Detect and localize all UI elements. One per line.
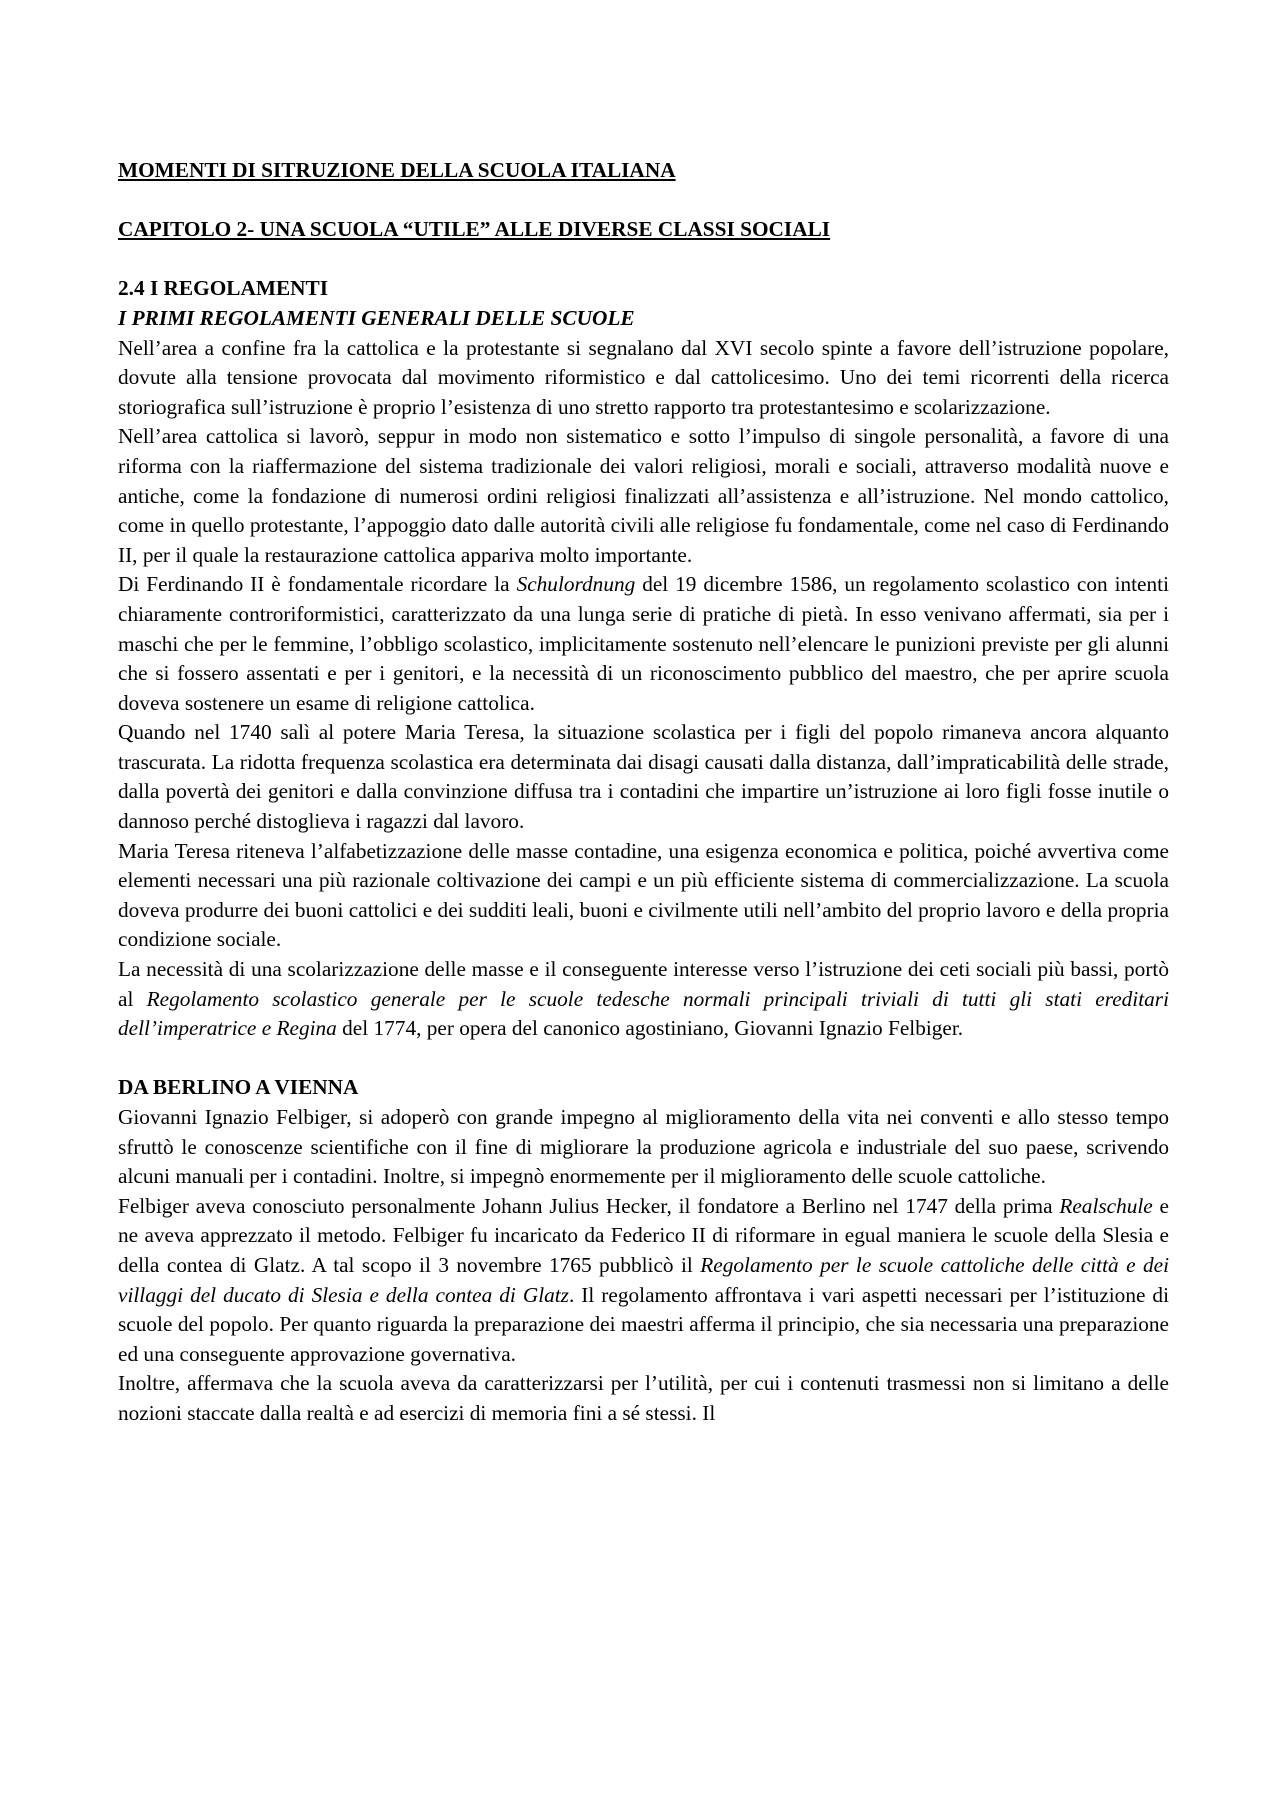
italic-title: Realschule: [1059, 1193, 1153, 1218]
section-heading-regolamenti: 2.4 I REGOLAMENTI: [118, 276, 329, 301]
section-subheading-primi-regolamenti: I PRIMI REGOLAMENTI GENERALI DELLE SCUOLE: [118, 305, 635, 330]
paragraph: Maria Teresa riteneva l’alfabetizzazione delle masse contadine, una esigenza economica e politica, poiché avvertiva come elementi necessari una più razionale coltivazione dei campi e un più efficiente sistema di commercializzazione. La scuola doveva produrre dei buoni cattolici e dei sudditi leali, buoni e civilmente utili nell’ambito del proprio lavoro e della propria condizione sociale.: [118, 838, 1169, 952]
text-run: del 19 dicembre 1586, un regolamento scolastico con intenti chiaramente controriformistici, caratterizzato da una lunga serie di pratiche di pietà. In esso venivano affermati, sia per i maschi che per le femmine, l’obbligo scolastico, implicitamente sostenuto nell’elencare le punizioni previste per gli alunni che si fossero assentati e per i genitori, e la necessità di un riconoscimento pubblico del maestro, che per aprire scuola doveva sostenere un esame di religione cattolica.: [118, 572, 1169, 715]
document-title: MOMENTI DI SITRUZIONE DELLA SCUOLA ITALIANA: [118, 158, 676, 182]
section-heading-berlino-vienna: DA BERLINO A VIENNA: [118, 1075, 359, 1100]
paragraph: Nell’area a confine fra la cattolica e la protestante si segnalano dal XVI secolo spinte a favore dell’istruzione popolare, dovute alla tensione provocata dal movimento riformistico e dal cattolicesimo. Uno dei temi ricorrenti della ricerca storiografica sull’istruzione è proprio l’esistenza di uno stretto rapporto tra protestantesimo e scolarizzazione.: [118, 335, 1169, 419]
paragraph: Inoltre, affermava che la scuola aveva da caratterizzarsi per l’utilità, per cui i contenuti trasmessi non si limitano a delle nozioni staccate dalla realtà e ad esercizi di memoria fini a sé stessi. Il: [118, 1371, 1169, 1425]
text-run: La necessità di una scolarizzazione delle masse e il conseguente interesse verso l’istruzione dei ceti sociali più bassi, portò al: [118, 957, 1169, 1011]
paragraph: [118, 955, 1169, 1044]
paragraph: Quando nel 1740 salì al potere Maria Teresa, la situazione scolastica per i figli del popolo rimaneva ancora alquanto trascurata. La ridotta frequenza scolastica era determinata dai disagi causati dalla distanza, dall’impraticabilità delle strade, dalla povertà dei genitori e dalla convinzione diffusa tra i contadini che impartire un’istruzione ai loro figli fosse inutile o dannoso perché distoglieva i ragazzi dal lavoro.: [118, 720, 1169, 834]
text-run: e ne aveva apprezzato il metodo. Felbiger fu incaricato da Federico II di riformare in egual maniera le scuole della Slesia e della contea di Glatz. A tal scopo il 3 novembre 1765 pubblicò il: [118, 1193, 1170, 1277]
paragraph: Giovanni Ignazio Felbiger, si adoperò con grande impegno al miglioramento della vita nei conventi e allo stesso tempo sfruttò le conoscenze scientifiche con il fine di migliorare la produzione agricola e industriale del suo paese, scrivendo alcuni manuali per i contadini. Inoltre, si impegnò enormemente per il miglioramento delle scuole cattoliche.: [118, 1105, 1169, 1189]
chapter-title: CAPITOLO 2- UNA SCUOLA “UTILE” ALLE DIVERSE CLASSI SOCIALI: [118, 217, 831, 242]
italic-title: Regolamento per le scuole cattoliche delle città e dei villaggi del ducato di Slesia e della contea di Glatz: [118, 1252, 1170, 1307]
italic-title: Regolamento scolastico generale per le scuole tedesche normali principali triviali di tutti gli stati ereditari dell’imperatrice e Regina: [118, 986, 1169, 1041]
italic-title: Schulordnung: [516, 572, 636, 597]
text-run: Felbiger aveva conosciuto personalmente Johann Julius Hecker, il fondatore a Berlino nel 1747 della prima: [118, 1193, 1060, 1218]
text-run: Di Ferdinando II è fondamentale ricordare la: [118, 572, 517, 597]
spacer: [118, 245, 1169, 275]
text-run: del 1774, per opera del canonico agostiniano, Giovanni Ignazio Felbiger.: [336, 1016, 964, 1041]
paragraph: Nell’area cattolica si lavorò, seppur in modo non sistematico e sotto l’impulso di singole personalità, a favore di una riforma con la riaffermazione del sistema tradizionale dei valori religiosi, morali e sociali, attraverso modalità nuove e antiche, come la fondazione di numerosi ordini religiosi finalizzati all’assistenza e all’istruzione. Nel mondo cattolico, come in quello protestante, l’appoggio dato dalle autorità civili alle religiose fu fondamentale, come nel caso di Ferdinando II, per il quale la restaurazione cattolica appariva molto importante.: [118, 424, 1169, 567]
spacer: [118, 1044, 1169, 1074]
text-run: . Il regolamento affrontava i vari aspetti necessari per l’istituzione di scuole del popolo. Per quanto riguarda la preparazione dei maestri afferma il principio, che sia necessaria una preparazione ed una conseguente approvazione governativa.: [118, 1282, 1169, 1366]
document-page: [118, 156, 1169, 1429]
paragraph: [118, 1192, 1169, 1370]
paragraph: [118, 570, 1169, 718]
spacer: [118, 186, 1169, 216]
